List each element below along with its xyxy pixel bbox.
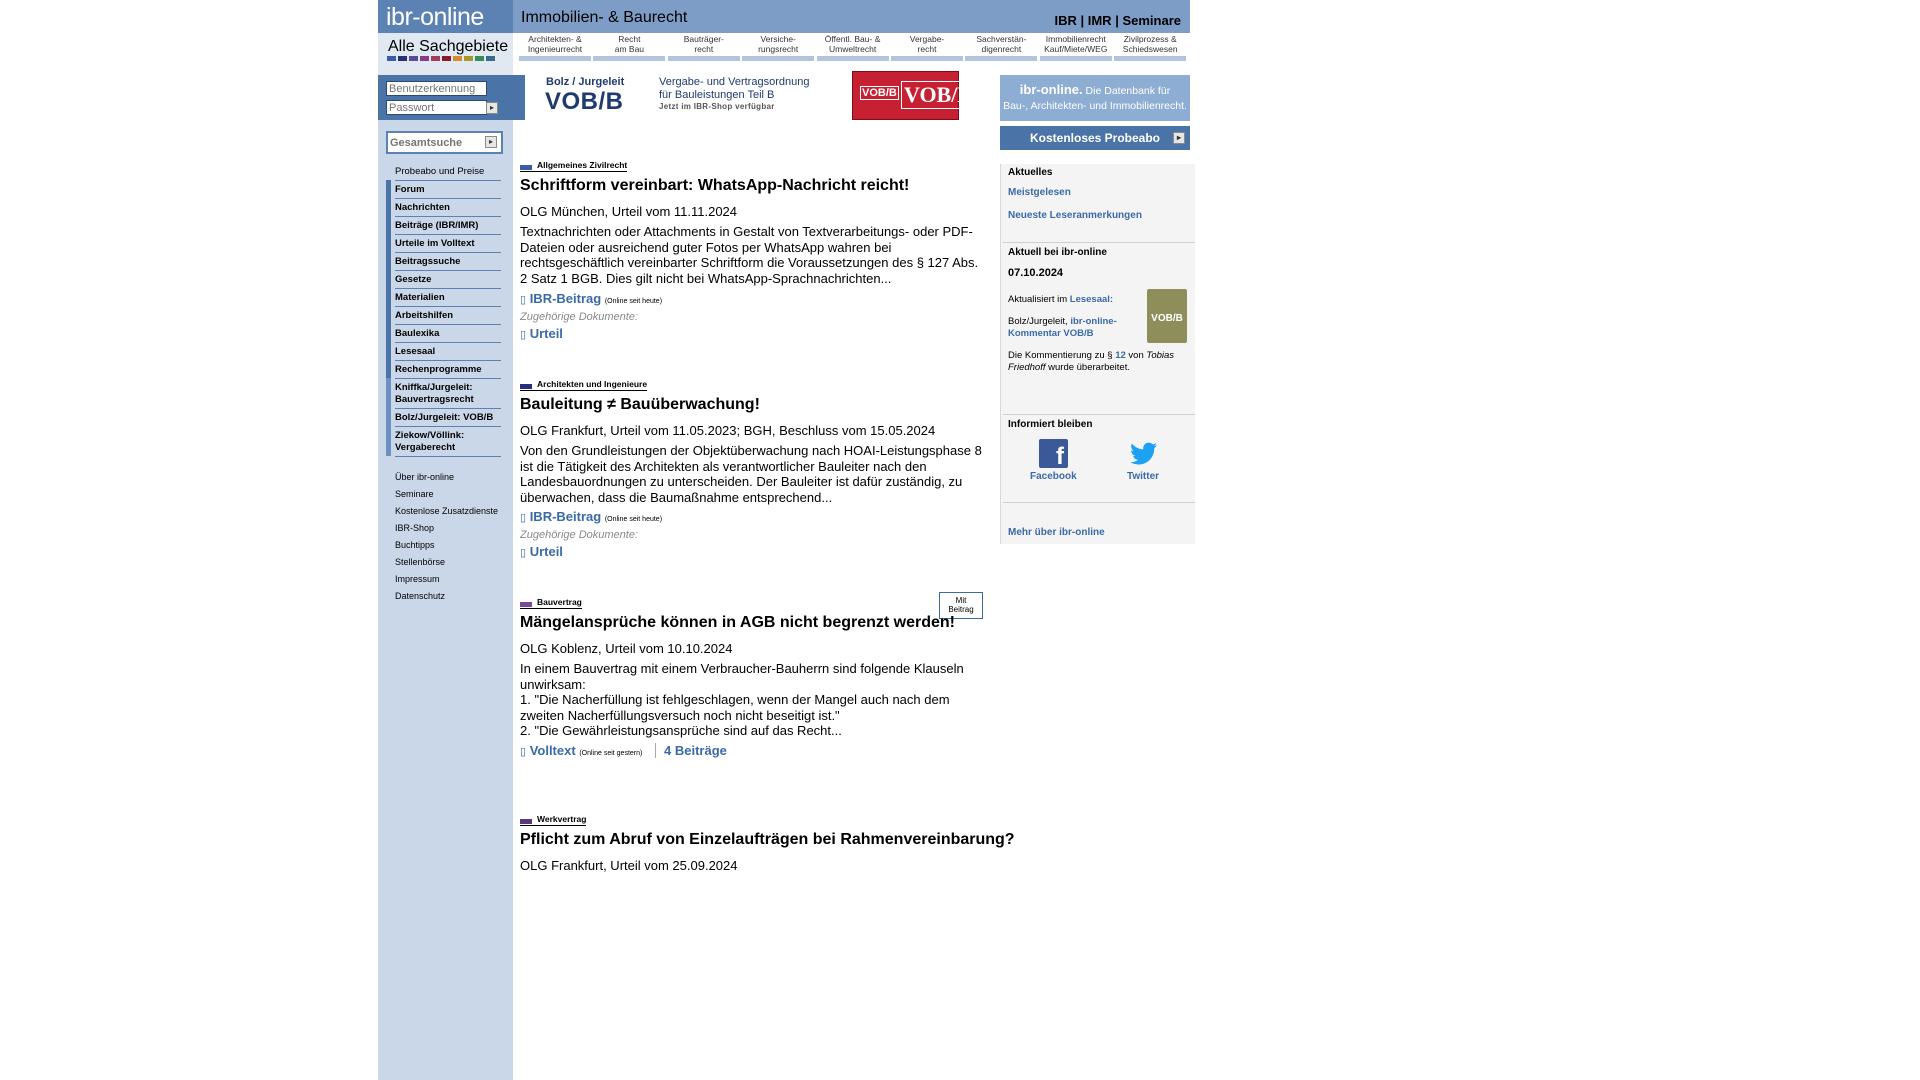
vob-banner[interactable] <box>526 73 973 121</box>
all-categories-label: Alle Sachgebiete <box>388 38 509 55</box>
header-link-seminare[interactable]: Seminare <box>1122 13 1181 28</box>
beitraege-link[interactable]: 4 Beiträge <box>655 743 727 758</box>
document-icon: ▯ <box>520 294 527 306</box>
category-nav <box>520 33 1190 62</box>
logo-text: ibr-online <box>386 3 484 31</box>
category-tab[interactable]: Sachverstän- digenrecht <box>976 34 1027 54</box>
banner-subtitle: Vergabe- und Vertragsordnung <box>659 76 810 88</box>
secondary-nav-item[interactable]: Seminare <box>395 489 434 499</box>
sidebar-item[interactable]: Rechenprogramme <box>395 364 501 379</box>
arrow-right-icon: ▸ <box>1173 132 1185 144</box>
update-location: Aktualisiert im Lesesaal: <box>1008 294 1114 305</box>
banner-title: VOB/B <box>545 88 624 115</box>
header-link-ibr[interactable]: IBR <box>1054 13 1077 28</box>
article-title[interactable]: Bauleitung ≠ Bauüberwachung! <box>520 396 760 413</box>
kommentar-link[interactable]: ibr-online- <box>1070 316 1117 327</box>
search-button[interactable]: ▸ <box>485 136 497 148</box>
sidebar-item[interactable]: Materialien <box>395 292 501 307</box>
book-cover-image <box>852 71 973 120</box>
color-swatch <box>398 56 407 61</box>
color-swatch <box>387 56 396 61</box>
left-sidebar <box>378 0 513 1080</box>
category-tab-bar <box>817 56 889 61</box>
promo-text: Bau-, Architekten- und Immobilienrecht. <box>1003 100 1187 112</box>
login-form <box>378 75 525 120</box>
article-court: OLG München, Urteil vom 11.11.2024 <box>520 204 738 219</box>
top-header <box>513 0 1190 33</box>
nav-accent <box>386 180 391 378</box>
category-tab-bar <box>1040 56 1112 61</box>
leseranmerkungen-link[interactable]: Neueste Leseranmerkungen <box>1008 210 1142 221</box>
category-tab-bar <box>519 56 591 61</box>
related-docs-label: Zugehörige Dokumente: <box>520 529 639 541</box>
article-teaser: Von den Grundleistungen der Objektüberwachung nach HOAI-Leistungsphase 8 ist die Tätigkeit des Architekten als verantwortlicher Bauleiter nach den Landesbauordnungen zu unterscheiden. Der Bauleiter ist dafür zuständig, zu überwachen, dass die Baumaßnahme entsprechend... <box>520 443 982 505</box>
category-tab-bar <box>965 56 1037 61</box>
category-swatch <box>520 165 532 170</box>
global-search <box>386 131 503 154</box>
article-category[interactable]: Werkvertrag <box>520 814 586 826</box>
more-about-link[interactable]: Mehr über ibr-online <box>1008 527 1105 538</box>
secondary-nav-item[interactable]: Über ibr-online <box>395 472 455 482</box>
article-court: OLG Frankfurt, Urteil vom 11.05.2023; BGH, Beschluss vom 15.05.2024 <box>520 423 936 438</box>
username-input[interactable] <box>386 81 487 96</box>
sidebar-item[interactable]: Gesetze <box>395 274 501 289</box>
secondary-nav-item[interactable]: Kostenlose Zusatzdienste <box>395 506 499 516</box>
mit-beitrag-badge: Mit Beitrag <box>939 592 983 619</box>
sidebar-item[interactable]: Arbeitshilfen <box>395 310 501 325</box>
search-input[interactable] <box>390 137 480 149</box>
category-tab[interactable]: Zivilprozess & Schiedswesen <box>1122 34 1178 54</box>
category-tab-bar <box>668 56 740 61</box>
book-info: Bolz/Jurgeleit, ibr-online- Kommentar VOB/B <box>1008 316 1117 339</box>
divider <box>1003 242 1195 243</box>
twitter-icon[interactable] <box>1129 440 1159 467</box>
sidebar-item[interactable]: Beitragssuche <box>395 256 501 271</box>
banner-note: Jetzt im IBR-Shop verfügbar <box>659 102 775 111</box>
category-tab-bar <box>593 56 665 61</box>
meistgelesen-link[interactable]: Meistgelesen <box>1008 187 1071 198</box>
urteil-link[interactable]: ▯ Urteil <box>520 544 563 559</box>
secondary-nav-item[interactable]: Buchtipps <box>395 540 435 550</box>
category-tab-bar <box>1114 56 1186 61</box>
color-swatch <box>486 56 495 61</box>
sidebar-item[interactable]: Beiträge (IBR/IMR) <box>395 220 501 235</box>
secondary-nav-item[interactable]: Stellenbörse <box>395 557 446 567</box>
article-court: OLG Koblenz, Urteil vom 10.10.2024 <box>520 641 733 656</box>
sidebar-item[interactable]: Forum <box>395 184 501 199</box>
article-title[interactable]: Pflicht zum Abruf von Einzelaufträgen bei Rahmenvereinbarung? <box>520 831 1015 848</box>
category-swatch <box>520 602 532 607</box>
sidebar-item[interactable]: Kniffka/Jurgeleit: Bauvertragsrecht <box>395 382 501 409</box>
login-submit-button[interactable]: ▸ <box>486 102 498 114</box>
free-trial-button[interactable] <box>1000 126 1190 150</box>
facebook-link[interactable]: Facebook <box>1030 471 1077 482</box>
nav-accent <box>386 378 391 456</box>
document-icon: ▯ <box>520 329 527 341</box>
promo-box <box>1000 75 1190 121</box>
twitter-link[interactable]: Twitter <box>1127 471 1160 482</box>
ibr-beitrag-link[interactable]: ▯ IBR-Beitrag (Online seit heute) <box>520 291 663 306</box>
category-tab[interactable]: Öffentl. Bau- & Umweltrecht <box>824 34 881 54</box>
category-tab[interactable]: Immobilienrecht Kauf/Miete/WEG <box>1044 34 1108 54</box>
sidebar-item[interactable]: Urteile im Volltext <box>395 238 501 253</box>
color-swatch <box>420 56 429 61</box>
comment-info: Die Kommentierung zu § 12 von Tobias Friedhoff wurde überarbeitet. <box>1008 350 1175 373</box>
category-tab[interactable]: Bauträger- recht <box>683 34 724 54</box>
article-category[interactable]: Architekten und Ingenieure <box>520 379 647 391</box>
sidebar-item[interactable]: Lesesaal <box>395 346 501 361</box>
category-tab[interactable]: Recht am Bau <box>614 34 645 54</box>
informiert-heading: Informiert bleiben <box>1008 419 1093 430</box>
secondary-nav-item[interactable]: IBR-Shop <box>395 523 435 533</box>
article-teaser: Textnachrichten oder Attachments in Gestalt von Textverarbeitungs- oder PDF-Dateien oder ausreichend guter Fotos per WhatsApp wahren bei rechtsgeschäftlich vereinbarter Schriftform die Voraussetzungen des § 127 Abs. 2 Satz 1 BGB. Dies gilt nicht bei WhatsApp-Sprachnachrichten... <box>520 224 979 286</box>
article-category[interactable]: Bauvertrag <box>520 597 582 609</box>
facebook-icon[interactable]: f <box>1039 439 1068 468</box>
category-tab[interactable]: Versiche- rungsrecht <box>758 34 799 54</box>
logo[interactable] <box>378 0 513 33</box>
header-links: IBR | IMR | Seminare <box>1054 13 1181 28</box>
document-icon: ▯ <box>520 547 527 559</box>
sidebar-item[interactable]: Ziekow/Völlink: Vergaberecht <box>395 430 501 457</box>
color-swatch <box>453 56 462 61</box>
book-cover-label: VOB/B <box>862 87 897 99</box>
volltext-link[interactable]: ▯ Volltext (Online seit gestern) <box>520 743 643 758</box>
category-tab-bar <box>742 56 814 61</box>
divider <box>1003 414 1195 415</box>
article-title[interactable]: Mängelansprüche können in AGB nicht begrenzt werden! <box>520 614 956 631</box>
category-swatch <box>520 384 532 389</box>
ibr-beitrag-link[interactable]: ▯ IBR-Beitrag (Online seit heute) <box>520 509 663 524</box>
page <box>378 0 1194 1080</box>
sidebar-item[interactable]: Nachrichten <box>395 202 501 217</box>
secondary-nav-item[interactable]: Impressum <box>395 574 440 584</box>
password-input[interactable] <box>386 100 487 115</box>
banner-author: Bolz / Jurgeleit <box>546 76 625 88</box>
promo-text: Die Datenbank für <box>1082 85 1171 97</box>
aktuell-heading: Aktuell bei ibr-online <box>1008 247 1107 258</box>
color-swatch <box>409 56 418 61</box>
article-category[interactable]: Allgemeines Zivilrecht <box>520 160 627 172</box>
secondary-nav-item[interactable]: Datenschutz <box>395 591 446 601</box>
update-date: 07.10.2024 <box>1008 267 1064 279</box>
category-swatch <box>520 819 532 824</box>
document-icon: ▯ <box>520 746 527 758</box>
sidebar-item[interactable]: Bolz/Jurgeleit: VOB/B <box>395 412 501 427</box>
all-categories[interactable] <box>378 33 513 75</box>
related-docs-label: Zugehörige Dokumente: <box>520 311 639 323</box>
lesesaal-link[interactable]: Lesesaal: <box>1069 294 1114 305</box>
category-tab[interactable]: Architekten- & Ingenieurrecht <box>527 34 583 54</box>
vob-book-thumbnail[interactable]: VOB/B <box>1147 289 1187 343</box>
aktuelles-heading: Aktuelles <box>1008 167 1053 178</box>
color-swatch <box>442 56 451 61</box>
banner-subtitle: für Bauleistungen Teil B <box>659 89 775 101</box>
category-tab-bar <box>891 56 963 61</box>
category-color-bar <box>387 56 495 61</box>
color-swatch <box>431 56 440 61</box>
color-swatch <box>464 56 473 61</box>
promo-brand: ibr-online. <box>1019 82 1083 97</box>
header-link-imr[interactable]: IMR <box>1087 13 1112 28</box>
category-tab[interactable]: Vergabe- recht <box>909 34 945 54</box>
kommentar-link[interactable]: Kommentar VOB/B <box>1008 327 1094 339</box>
news-panel <box>1000 164 1195 544</box>
sidebar-item[interactable]: Probeabo und Preise <box>395 166 501 181</box>
paragraph-link[interactable]: 12 <box>1115 350 1126 361</box>
sidebar-item[interactable]: Baulexika <box>395 328 501 343</box>
urteil-link[interactable]: ▯ Urteil <box>520 326 563 341</box>
free-trial-label: Kostenloses Probeabo <box>1029 131 1161 145</box>
article-title[interactable]: Schriftform vereinbart: WhatsApp-Nachricht reicht! <box>520 177 910 194</box>
article-court: OLG Frankfurt, Urteil vom 25.09.2024 <box>520 858 738 873</box>
article-teaser: In einem Bauvertrag mit einem Verbraucher-Bauherrn sind folgende Klauseln unwirksam: 1. "Die Nacherfüllung ist fehlgeschlagen, wenn der Mangel auch nach dem zweiten Nacherfüllungsversuch noch nicht beseitigt ist." 2. "Die Gewährleistungsansprüche sind auf das Recht... <box>520 661 964 738</box>
book-cover-title: VOB/B <box>901 81 975 109</box>
color-swatch <box>475 56 484 61</box>
section-title: Immobilien- & Baurecht <box>521 9 688 26</box>
document-icon: ▯ <box>520 512 527 524</box>
divider <box>1003 502 1195 503</box>
